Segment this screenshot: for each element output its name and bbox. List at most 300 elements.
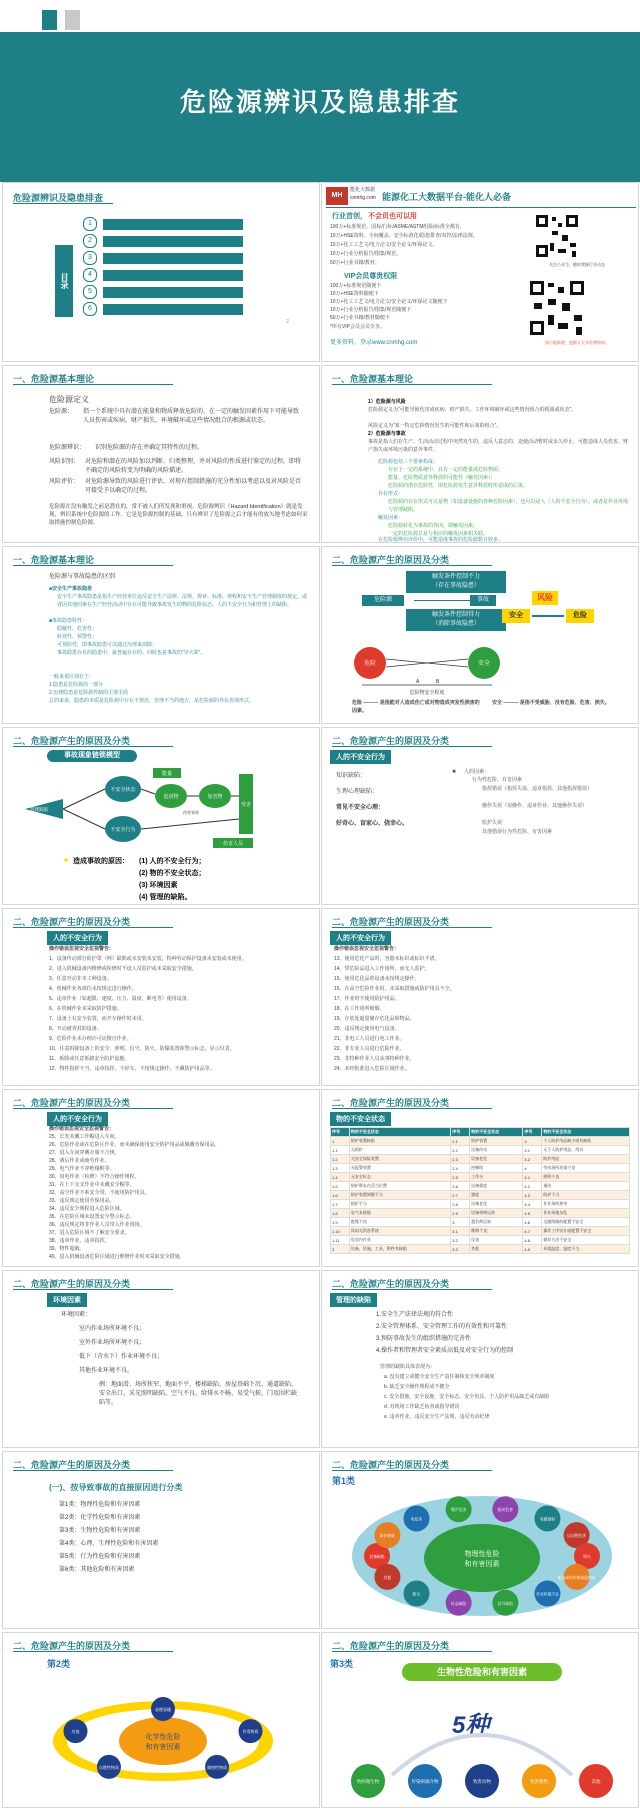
list-item: 9、危险作业未办理许可证擅自作业。	[49, 1036, 132, 1042]
slide-list-3	[2, 1089, 320, 1267]
category-label: 第1类	[332, 1476, 356, 1486]
mgmt-item: 1.安全生产法律法规的符合性	[376, 1312, 454, 1318]
table-cell: 1.1	[331, 1146, 350, 1155]
list-item: 2、进入机械设备内维修或检修时不设人员监护或未采取安全措施。	[49, 966, 197, 972]
slide-risk-diagram	[321, 546, 639, 724]
slide-list-2	[321, 908, 639, 1086]
diff-item: 2.治理隐患是危险源控制的主要手段	[49, 690, 129, 696]
table-cell: 2	[331, 1245, 350, 1254]
theory-item: 存在形式：	[378, 491, 404, 497]
table-cell: 2.7	[451, 1191, 470, 1200]
safe-label: 安全	[502, 609, 530, 623]
list-item: 12、物件指挥不当、违章指挥、不停车、不按规定操作、不戴防护用品等。	[49, 1066, 215, 1072]
table-cell: 储存方法不安全	[542, 1236, 630, 1245]
slide-list-1	[2, 908, 320, 1086]
toc-number: 5	[83, 285, 97, 299]
table-cell: 无报警装置	[349, 1164, 450, 1173]
table-cell: 风扇无消音系统	[349, 1227, 450, 1236]
close-icon: ✖	[452, 769, 457, 775]
table-cell: 1.11	[331, 1236, 350, 1245]
table-cell: 1.9	[331, 1218, 350, 1227]
table-cell: 2.1	[451, 1137, 470, 1146]
env-heading: 环境因素：	[61, 1312, 92, 1318]
table-cell: 4.5	[523, 1209, 542, 1218]
right-item: 其他错误行为性危险、有害因素	[482, 829, 553, 835]
table-cell: 4.6	[523, 1218, 542, 1227]
category-1-item-label: 信号缺陷	[497, 1601, 513, 1606]
logo-line1: 能化大数据	[350, 187, 376, 193]
table-cell: 4.9	[523, 1245, 542, 1254]
table-cell: 1.7	[331, 1200, 350, 1209]
table-cell: 2.3	[451, 1155, 470, 1164]
table-header-cell: 序号	[451, 1128, 470, 1137]
foot-left: 危险 ——— 是指能对人造成伤亡或对物造成突发性损害的因素。	[352, 700, 480, 714]
header-underline	[332, 384, 492, 385]
header-underline	[13, 1470, 173, 1471]
node-label: 不安全行为	[110, 827, 136, 833]
cause-item: (3) 环境因素	[139, 882, 178, 889]
table-cell: 3	[451, 1218, 470, 1227]
diff-item: 总的来说，隐患的本质是危险源中存在不规范、管理不当的地方，是危险源的外在表现形式。	[49, 698, 255, 704]
toc-number: 4	[83, 268, 97, 282]
header-underline	[13, 384, 173, 385]
diff-item: 可预防性，即事故隐患可以通过治理来消除；	[57, 642, 158, 648]
section-tag: 物的不安全状态	[330, 1112, 391, 1126]
table-row	[331, 1209, 630, 1218]
list-item: 36、违反规定将非作业人员带入作业现场。	[49, 1222, 145, 1228]
theory-item: 存在于一定的系统中，具有一定的能量或危险物质；	[388, 467, 504, 473]
slide-environment	[2, 1270, 320, 1448]
table-cell: 电气未接地	[349, 1209, 450, 1218]
list-item: 7、设备上有安全装置，而开车操作时未用。	[49, 1016, 147, 1022]
table-cell: 维修不良	[470, 1227, 523, 1236]
diff-item: 一般来说区别在于：	[49, 674, 95, 680]
toc-row[interactable]	[83, 285, 243, 299]
table-cell: 强度	[470, 1191, 523, 1200]
list-item: 8、开动被查封的设备。	[49, 1026, 102, 1032]
list-item: 13、使用危化产品时，容器未标识或标识不清。	[334, 956, 440, 962]
right-item: 行为性危险、有害因素	[472, 777, 523, 783]
table-row	[331, 1191, 630, 1200]
big-count: 5种	[452, 1712, 490, 1739]
diff-item: ■安全生产事故隐患	[49, 586, 93, 592]
category-3-item-label: 致病微生物	[356, 1779, 380, 1784]
list-item: 34、违反安全规程进入危险区域。	[49, 1206, 125, 1212]
right-item: 操作失误（误操作、违章作业、其他操作失误）	[482, 803, 588, 809]
chain-model-diagram	[23, 764, 283, 854]
table-cell: 环境温度、湿度不当	[542, 1245, 630, 1254]
header-underline	[13, 565, 173, 566]
list-item: 17、作业时不使用防护用品。	[334, 996, 400, 1002]
header-underline	[13, 1108, 173, 1109]
list-item: 23、非特种作业人员从事特种作业。	[334, 1056, 415, 1062]
slide-header: 二、危险源产生的原因及分类	[332, 1098, 450, 1108]
vip-line: 10万+化工工艺文/电力论文/安全论文/环保论文随便下	[330, 299, 448, 305]
mgmt-sub: 管理的缺陷具体表现为：	[380, 1364, 436, 1370]
table-cell: 设备、设施、工具、附件有缺陷	[349, 1245, 450, 1254]
header-underline	[332, 1470, 492, 1471]
causes-label: 造成事故的原因：	[73, 858, 129, 865]
table-row	[331, 1236, 630, 1245]
toc-row[interactable]	[83, 251, 243, 265]
box-sublabel: （消除事故隐患）	[431, 621, 480, 627]
list-item: 10、任意拆除设备上的安全、照明、信号、防火、防爆装置和警示标志、显示仪表。	[49, 1046, 235, 1052]
header-underline	[13, 1651, 173, 1652]
ad-line: 10万+化工工艺文/电力论文/安全论文/环保论文。	[330, 242, 438, 248]
list-item: 16、在高空危险作业时，未采取措施或防护用具不全。	[334, 986, 455, 992]
ad-divider	[326, 207, 636, 208]
category-label: 第3类	[330, 1659, 354, 1669]
table-cell: 1.6	[331, 1191, 350, 1200]
header-underline	[332, 565, 492, 566]
node-label: 受害	[240, 802, 252, 808]
cause-item: (2) 物的不安全状态；	[139, 870, 206, 877]
table-cell: 防护用品	[542, 1155, 630, 1164]
table-cell: 4.1	[523, 1173, 542, 1182]
slide-toc	[2, 182, 320, 362]
section-tag: 人的不安全行为	[330, 931, 391, 945]
theory-item: 能量、危险物质意外释放的可能性（触发因素）；	[388, 475, 496, 481]
cover-decor-square	[65, 10, 80, 30]
table-cell: 防护罩未在适当位置	[349, 1182, 450, 1191]
table-cell: 1.8	[331, 1209, 350, 1218]
list-item: 37、进入危险区域不了解安全要求。	[49, 1230, 130, 1236]
industry-tag: 不会员也可以用	[368, 213, 417, 220]
table-row	[331, 1164, 630, 1173]
header-underline	[13, 746, 173, 747]
unsafe-state-table	[330, 1127, 630, 1254]
table-cell: 危房内作业	[349, 1236, 450, 1245]
table-cell: 1	[331, 1137, 350, 1146]
category-2-item-label: 腐蚀性物质	[207, 1764, 228, 1770]
cover-title: 危险源辨识及隐患排查	[179, 87, 460, 117]
table-cell: 设备老化	[470, 1200, 523, 1209]
qr2-caption: 加小能助理，进群天天享免费资料。	[545, 340, 609, 345]
vip-title: VIP会员尊贵权限	[344, 273, 398, 280]
table-cell: 交通线路的配置不安全	[542, 1218, 630, 1227]
mgmt-detail: b. 缺乏安全操作规程或不健全	[384, 1384, 450, 1390]
table-cell: 2.4	[451, 1164, 470, 1173]
cause-item: (4) 管理的缺陷。	[139, 894, 192, 901]
toc-row[interactable]	[83, 268, 243, 282]
slide-header: 二、危险源产生的原因及分类	[332, 917, 450, 927]
header-underline	[332, 927, 492, 928]
circle-label: 危险	[363, 661, 377, 667]
vip-note: *所有VIP会员会员专享。	[330, 324, 386, 330]
table-cell: 无个人防护用品、用具	[542, 1146, 630, 1155]
star-icon: ★	[63, 857, 70, 864]
mgmt-item: 4.操作者和管理者安全素质高低及对安全行为的控制	[376, 1348, 514, 1354]
list-heading: 操作错误忽视安全忽视警告：	[49, 946, 115, 952]
header-underline	[332, 1108, 492, 1109]
foot-right: 安全 ——— 是指不受威胁、没有危险、危害、损失。	[492, 700, 610, 706]
node-label: 加害物	[207, 794, 223, 800]
center-label: 化学性危险	[145, 1734, 181, 1741]
danger-label: 危险	[566, 609, 594, 623]
table-row	[331, 1227, 630, 1236]
category-1-item-label: 其他	[383, 1575, 392, 1580]
category-1-item-label: 电磁辐射	[539, 1517, 556, 1522]
mgmt-detail: e. 违章作业、违反安全生产法规、违反劳动纪律	[384, 1414, 490, 1420]
slide-definition	[2, 365, 320, 543]
table-cell: 仪表	[470, 1236, 523, 1245]
table-cell: 3.1	[523, 1146, 542, 1155]
category-2-item-label: 有毒物质	[242, 1729, 259, 1735]
qr1-caption: 关注公众号，随时掌握行业动态	[549, 262, 605, 267]
mgmt-detail: c. 安全措施、安全设施、安全标志、安全用具、个人防护用品缺乏或有缺陷	[384, 1394, 550, 1400]
box-label: 触发条件控制得力	[431, 612, 480, 618]
header-underline	[332, 1651, 492, 1652]
factor-item: 好奇心、盲家心、侥幸心。	[336, 821, 409, 827]
qr-code-icon	[528, 279, 586, 337]
category-3-item-label: 致害动物	[473, 1779, 491, 1784]
diff-item: 安全生产事故隐患是指生产经营单位违反安全生产法律、法规、规章、标准、规程和安全生产管理制度的规定，或者因其他因素在生产经营活动中存在可能导致事故发生的物的危险状态、人的不安全行为和管理上的缺陷。	[57, 594, 308, 608]
header-underline	[332, 746, 492, 747]
ad-title: 能源化工大数据平台-能化人必备	[382, 192, 511, 202]
table-cell: 3.1	[451, 1227, 470, 1236]
toc-bar	[103, 219, 243, 230]
table-row	[331, 1245, 630, 1254]
list-item: 25、长发未戴工作帽进入车间。	[49, 1134, 120, 1140]
table-cell: 其他	[470, 1245, 523, 1254]
list-heading: 操作错误忽视安全忽视警告：	[49, 1126, 115, 1132]
list-item: 33、违反规定使用劳保用品。	[49, 1198, 115, 1204]
vip-line: 50万+行业书籍/教材随便下	[330, 315, 390, 321]
table-cell: 4.2	[523, 1182, 542, 1191]
axis-b: B	[436, 679, 440, 685]
list-item: 39、物件超载。	[49, 1246, 85, 1252]
category-2-item-label: 自燃性物质	[98, 1764, 119, 1770]
list-item: 31、在上下交叉作业中未戴安全帽等。	[49, 1182, 135, 1188]
list-item: 20、违反规定使用电气设备。	[334, 1026, 400, 1032]
list-item: 3、任意开动非本工种设备。	[49, 976, 112, 982]
slide-header: 一、危险源基本理论	[13, 374, 95, 384]
def-text: 对危险和潜在的风险加以判断、归类整理，并对风险的性质进行鉴定的过程。即将不确定的风险转变为明确的风险描述。	[85, 459, 302, 474]
table-header-row	[331, 1128, 630, 1137]
def-label: 风险识别：	[49, 459, 80, 465]
category-3-item-label: 其他	[591, 1779, 601, 1784]
list-item: 22、非专业人员进行危险作业。	[334, 1046, 405, 1052]
table-cell: 防护装置调整不当	[349, 1191, 450, 1200]
node-label: 伤害事故	[183, 810, 199, 815]
table-header-cell: 物的不安全状态	[542, 1128, 630, 1137]
vip-line: 10万+行业分析报告/图集/规范随便下	[330, 307, 412, 313]
table-cell: 劳动场所环境不良	[542, 1164, 630, 1173]
center-label: 物理性危险	[464, 1551, 500, 1558]
slide-header: 危险源辨识及隐患排查	[13, 193, 104, 203]
table-cell: 通风	[542, 1182, 630, 1191]
list-heading: 操作错误忽视安全忽视警告：	[334, 946, 400, 952]
class-item: 第6类：其他危险和有害因素	[59, 1567, 135, 1573]
cover-decor-square	[42, 10, 57, 30]
cause-item: (1) 人的不安全行为；	[139, 858, 206, 865]
theory-heading: 1）危险源与风险	[368, 399, 406, 405]
slide-unsafe-behavior	[321, 727, 639, 905]
table-cell: 4.8	[523, 1236, 542, 1245]
table-cell: 防护装置缺陷	[349, 1137, 450, 1146]
category-1-item-label: 粉尘	[412, 1592, 421, 1597]
list-item: 11、拆除或任意拆卸安全防护设施。	[49, 1056, 130, 1062]
section-tag: 管理的缺陷	[330, 1293, 377, 1307]
theory-item: 危险源包括三个要素构成：	[378, 459, 439, 465]
category-2-diagram	[43, 1669, 283, 1807]
more-link[interactable]: 更多资料，登录www.cnmhg.com	[330, 340, 418, 346]
env-item: 其他作业环境不良。	[79, 1368, 134, 1374]
table-row	[331, 1218, 630, 1227]
table-cell: 绝缘不良	[349, 1218, 450, 1227]
class-heading: (一)、按导致事故的直接原因进行分类	[49, 1483, 183, 1492]
list-item: 27、进入车间穿戴衣服不合规。	[49, 1150, 120, 1156]
def-label: 危险源：	[49, 409, 74, 415]
model-title: 事故现象链锁模型	[47, 750, 137, 762]
risk-label: 风险	[532, 591, 558, 605]
toc-row[interactable]	[83, 234, 243, 248]
slide-header: 一、危险源基本理论	[13, 555, 95, 565]
category-label: 第2类	[47, 1659, 71, 1669]
toc-number: 2	[83, 234, 97, 248]
diff-item: 隐蔽性、危害性；	[57, 626, 98, 632]
table-cell: 防护不当	[349, 1200, 450, 1209]
slide-chain-model	[2, 727, 320, 905]
sub-title: 危险源定义	[49, 395, 89, 404]
mgmt-detail: d. 对现场工作缺乏检查或指导错误	[384, 1404, 460, 1410]
category-1-item-label: 防护缺陷	[379, 1534, 395, 1539]
def-label: 风险评价：	[49, 479, 80, 485]
header-underline	[13, 927, 173, 928]
env-item: 室外作业场所环境不良；	[79, 1340, 146, 1346]
box-sublabel: （存在事故隐患）	[431, 583, 480, 589]
table-header-cell: 序号	[523, 1128, 542, 1137]
box-label: 触发条件控制不力	[431, 574, 480, 580]
slide-header: 二、危险源产生的原因及分类	[332, 555, 450, 565]
category-1-item-label: 标志缺陷	[451, 1601, 467, 1606]
table-cell: 1.10	[331, 1227, 350, 1236]
slide-header: 二、危险源产生的原因及分类	[13, 736, 131, 746]
theory-item: 触发因素：	[378, 515, 404, 521]
table-cell: 无防护	[349, 1146, 450, 1155]
list-item: 29、电气作业不穿绝缘鞋等。	[49, 1166, 115, 1172]
slide-header: 二、危险源产生的原因及分类	[332, 1641, 450, 1651]
list-item: 26、危险作业或在危险区作业，而未确保使用安全防护用品或佩戴劳保用品。	[49, 1142, 220, 1148]
table-row	[331, 1182, 630, 1191]
class-item: 第3类：生物性危险和有害因素	[59, 1528, 141, 1534]
theory-item: 在危险源辨识评价中，可能造成事故的危险源数目较多。	[378, 537, 504, 543]
slide-theory	[321, 365, 639, 543]
mgmt-item: 2.安全管理体系、安全管理工作的有效性和可靠性	[376, 1324, 508, 1330]
theory-text: 风险定义为“某一特定危险情况发生的可能性和后果的组合”。	[368, 423, 502, 429]
category-banner: 生物性危险和有害因素	[402, 1663, 562, 1681]
slide-header: 二、危险源产生的原因及分类	[13, 1098, 131, 1108]
toc-bar	[103, 270, 243, 281]
toc-number: 1	[83, 217, 97, 231]
header-underline	[332, 1289, 492, 1290]
center-label: 和有害因素	[464, 1561, 500, 1568]
list-item: 21、非电工人员进行电工作业。	[334, 1036, 405, 1042]
table-cell: 2.6	[451, 1182, 470, 1191]
table-cell: 作业场所狭窄	[542, 1200, 630, 1209]
class-item: 第5类：行为性危险和有害因素	[59, 1554, 141, 1560]
diff-item: 时效性、预警性；	[57, 634, 98, 640]
list-item: 35、在危险区域未设置安全警示标志。	[49, 1214, 135, 1220]
table-cell: 无安全标志	[349, 1173, 450, 1182]
table-cell: 超负荷运转	[470, 1218, 523, 1227]
category-1-item-label: 作业环境不良	[536, 1592, 559, 1597]
table-row	[331, 1173, 630, 1182]
right-item: 指挥错误（指挥失误、违章指挥、其他指挥错误）	[482, 786, 593, 792]
toc-row[interactable]	[83, 302, 243, 316]
category-2-item-label: 易燃易爆	[155, 1707, 171, 1712]
category-1-item-label: 运动物危害	[567, 1534, 587, 1539]
risk-arrow	[532, 615, 564, 617]
toc-row[interactable]	[83, 217, 243, 231]
table-cell: 3	[523, 1137, 542, 1146]
slide-header: 二、危险源产生的原因及分类	[13, 917, 131, 927]
def-text: 指一个系统中具有潜在能量和物质释放危险的、在一定的触发因素作用下可能导致人员伤害或疾病、财产损失、环境破坏或这些情况组合的根源或状态。	[83, 409, 300, 424]
table-cell: 作业场地杂乱	[542, 1209, 630, 1218]
slide-management	[321, 1270, 639, 1448]
diff-item: 事故隐患存在的隐患中，最普遍存在的、同时也是事故的“导火索”。	[57, 650, 206, 656]
trigger-box-good	[406, 609, 506, 631]
category-1-item-label: 设备缺陷	[369, 1555, 385, 1559]
table-cell: 工作台	[470, 1173, 523, 1182]
ad-line: 10万+HSE资料、全间覆盖、安全标准化/隐患排查/双控/法律法规。	[330, 233, 478, 239]
env-example: 例：地面滑、场所狭窄、地面不平、楼梯缺陷、房屋基础下沉、通道缺陷、安全出口、采光照明缺陷、空气不良、给排水不畅、易受气候、门及围栏缺陷等。	[99, 1382, 298, 1406]
slide-ad	[321, 182, 639, 362]
category-1-item-label: 噪声危害	[451, 1508, 467, 1513]
list-item: 15、使用危化品的设备未按规定操作。	[334, 976, 420, 982]
toc-bar	[103, 287, 243, 298]
list-item: 18、在工作场所吸烟。	[334, 1006, 385, 1012]
section-tag: 环境因素	[47, 1293, 87, 1307]
page-number: 2	[286, 319, 289, 325]
toc-bar	[103, 236, 243, 247]
diff-item: ■事故隐患特性：	[49, 618, 88, 624]
table-cell: 设备带病运转	[470, 1209, 523, 1218]
mgmt-item: 3.预防事故发生的组织措施的完善性	[376, 1336, 472, 1342]
table-cell: 操作工序设计或配置不安全	[542, 1227, 630, 1236]
table-cell: 无安全保险装置	[349, 1155, 450, 1164]
slide-header: 二、危险源产生的原因及分类	[332, 736, 450, 746]
class-item: 第2类：化学性危险和有害因素	[59, 1515, 141, 1521]
table-cell: 防护不当	[542, 1191, 630, 1200]
category-1-item-label: 能造成灼伤的高温物质	[557, 1575, 596, 1580]
list-item: 6、在机械作业未采取防护措施。	[49, 1006, 122, 1012]
table-cell: 2.8	[451, 1200, 470, 1209]
table-cell: 照明不良	[542, 1173, 630, 1182]
circle-label: 安全	[477, 661, 491, 667]
header-underline	[13, 1289, 173, 1290]
toc-bar	[103, 304, 243, 315]
list-item: 28、酒后作业或疲劳作业。	[49, 1158, 110, 1164]
section-tag: 人的不安全行为	[330, 750, 391, 764]
slide-header: 二、危险源产生的原因及分类	[13, 1460, 131, 1470]
factor-item: 生理心理缺陷：	[336, 789, 379, 795]
logo-line2: cnmhg.com	[350, 195, 376, 201]
mgmt-detail: a. 没有建立或健全安全生产责任制和安全规章制度	[384, 1374, 495, 1380]
node-label: 不安全状态	[110, 787, 136, 793]
env-item: 低下（含水下）作业环境不良；	[79, 1354, 164, 1360]
theory-item: 一定的危险源总是与相应的触发因素相关联。	[388, 531, 489, 537]
slide-header: 二、危险源产生的原因及分类	[332, 1279, 450, 1289]
slide-category-3	[321, 1632, 639, 1808]
def-text: 识别危险源的存在并确定其特性的过程。	[95, 445, 204, 451]
toc-number: 6	[83, 302, 97, 316]
table-cell: 设备老化	[470, 1155, 523, 1164]
brand-logo: MH	[326, 187, 348, 205]
table-cell: 个人防护用品缺少或有缺陷	[542, 1137, 630, 1146]
diff-heading: 危险源与事故隐患的区别	[49, 574, 116, 580]
table-cell: 1.4	[331, 1173, 350, 1182]
